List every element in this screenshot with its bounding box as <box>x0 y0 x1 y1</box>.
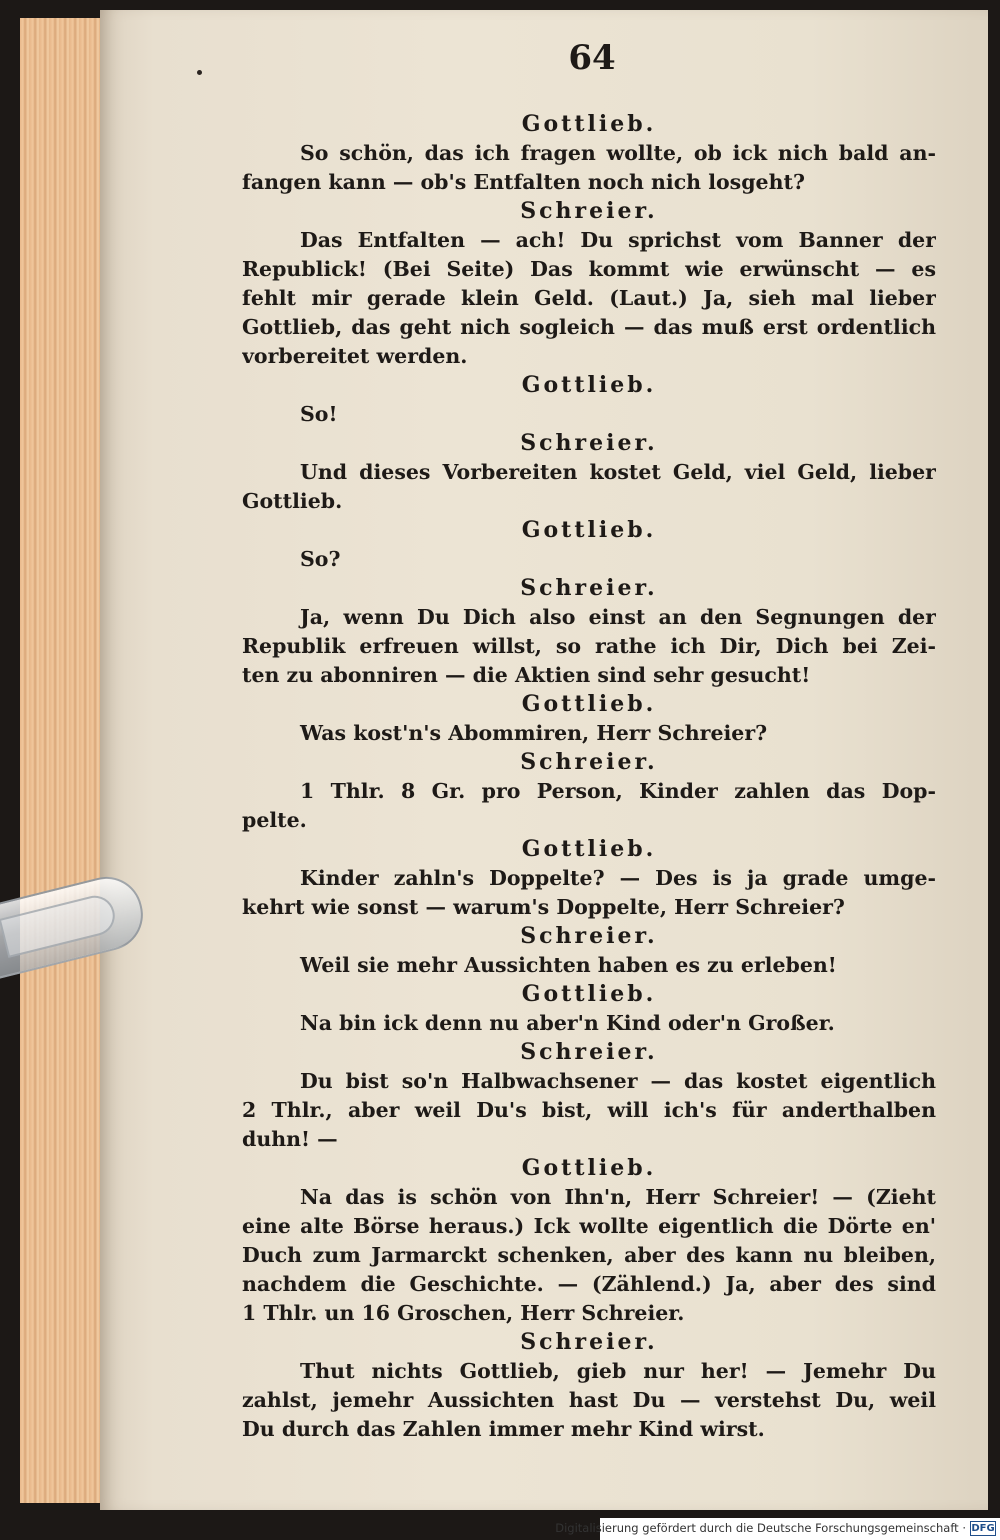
text-line: pelte. <box>242 808 307 832</box>
page-clip-highlight <box>0 892 119 958</box>
text-line: Na bin ick denn nu aber'n Kind oder'n Großer. <box>300 1011 835 1035</box>
text-line: ten zu abonniren — die Aktien sind sehr gesucht! <box>242 663 811 687</box>
text-line: zahlst, jemehr Aussichten hast Du — verstehst Du, weil <box>242 1388 936 1412</box>
text-line: Was kost'n's Abommiren, Herr Schreier? <box>300 721 768 745</box>
text-line: Republik erfreuen willst, so rathe ich Dir, Dich bei Zei- <box>242 634 936 658</box>
speaker-name: Gottlieb. <box>521 372 657 398</box>
text-line: fangen kann — ob's Entfalten noch nich losgeht? <box>242 170 805 194</box>
text-line: Na das is schön von Ihn'n, Herr Schreier! — (Zieht <box>300 1185 936 1209</box>
speaker-name: Schreier. <box>520 198 658 224</box>
speaker-name: Gottlieb. <box>521 981 657 1007</box>
text-line: So schön, das ich fragen wollte, ob ick nich bald an- <box>300 141 936 165</box>
page-text-block <box>242 110 936 1444</box>
text-line: kehrt wie sonst — warum's Doppelte, Herr Schreier? <box>242 895 845 919</box>
page-number: 64 <box>568 38 616 78</box>
text-line: Thut nichts Gottlieb, gieb nur her! — Jemehr Du <box>300 1359 936 1383</box>
text-line: Kinder zahln's Doppelte? — Des is ja grade umge- <box>300 866 936 890</box>
text-line: fehlt mir gerade klein Geld. (Laut.) Ja, sieh mal lieber <box>242 286 936 310</box>
digitization-footer <box>555 1518 1000 1540</box>
text-line: 1 Thlr. 8 Gr. pro Person, Kinder zahlen das Dop- <box>300 779 936 803</box>
text-line: Ja, wenn Du Dich also einst an den Segnungen der <box>300 605 936 629</box>
text-line: Du durch das Zahlen immer mehr Kind wirst. <box>242 1417 765 1441</box>
speaker-name: Schreier. <box>520 1039 658 1065</box>
speaker-name: Gottlieb. <box>521 1155 657 1181</box>
speaker-name: Schreier. <box>520 1329 658 1355</box>
text-line: Weil sie mehr Aussichten haben es zu erleben! <box>300 953 837 977</box>
speaker-name: Schreier. <box>520 575 658 601</box>
speaker-name: Schreier. <box>520 430 658 456</box>
text-line: Und dieses Vorbereiten kostet Geld, viel Geld, lieber <box>300 460 936 484</box>
speaker-name: Gottlieb. <box>521 517 657 543</box>
funding-credit: Digitalisierung gefördert durch die Deutsche Forschungsgemeinschaft · <box>555 1521 966 1535</box>
book-page-edges <box>20 18 101 1503</box>
text-line: Du bist so'n Halbwachsener — das kostet eigentlich <box>300 1069 936 1093</box>
speaker-name: Gottlieb. <box>521 836 657 862</box>
text-line: Das Entfalten — ach! Du sprichst vom Banner der <box>300 228 936 252</box>
text-line: So! <box>300 402 338 426</box>
text-line: vorbereitet werden. <box>242 344 468 368</box>
text-line: Gottlieb. <box>242 489 343 513</box>
dfg-logo-icon: DFG <box>971 1523 995 1534</box>
text-line: So? <box>300 547 341 571</box>
text-line: Republick! (Bei Seite) Das kommt wie erwünscht — es <box>242 257 936 281</box>
text-line: Gottlieb, das geht nich sogleich — das muß erst ordentlich <box>242 315 936 339</box>
text-line: Duch zum Jarmarckt schenken, aber des kann nu bleiben, <box>242 1243 936 1267</box>
text-line: eine alte Börse heraus.) Ick wollte eigentlich die Dörte en' <box>242 1214 936 1238</box>
text-line: 1 Thlr. un 16 Groschen, Herr Schreier. <box>242 1301 685 1325</box>
speaker-name: Gottlieb. <box>521 111 657 137</box>
speaker-name: Gottlieb. <box>521 691 657 717</box>
speaker-name: Schreier. <box>520 923 658 949</box>
text-line: 2 Thlr., aber weil Du's bist, will ich's für anderthalben <box>242 1098 936 1122</box>
text-line: nachdem die Geschichte. — (Zählend.) Ja, aber des sind <box>242 1272 936 1296</box>
speaker-name: Schreier. <box>520 749 658 775</box>
text-line: duhn! — <box>242 1127 338 1151</box>
